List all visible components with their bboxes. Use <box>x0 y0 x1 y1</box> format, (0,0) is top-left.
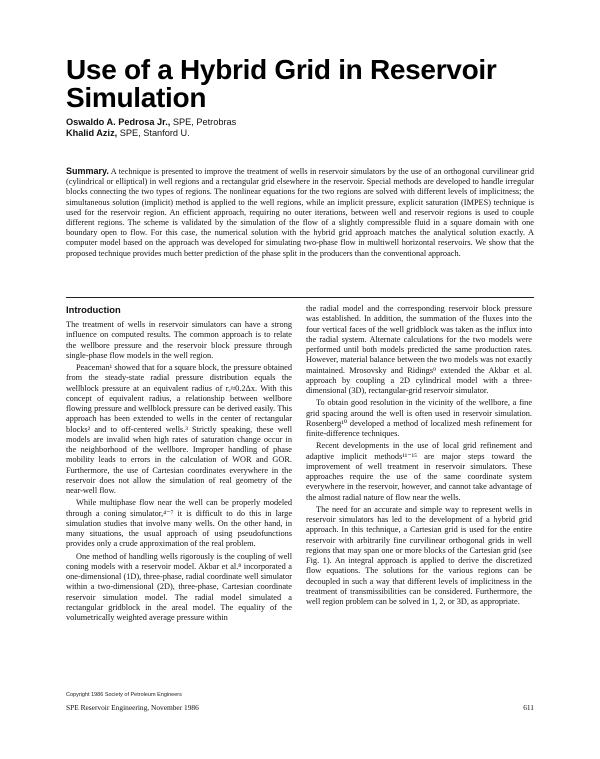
left-column <box>66 304 292 623</box>
body-paragraph: The treatment of wells in reservoir simulators can have a strong influence on computed results. The common approach is to relate the wellbore pressure and the reservoir block pressure through single-phase flow models in the well region. <box>66 320 292 360</box>
summary-text: A technique is presented to improve the treatment of wells in reservoir simulators by the use of an orthogonal curvilinear grid (cylindrical or elliptical) in well regions and a rectangular grid elsewhere in the reservoir. Special methods are developed to handle irregular blocks connecting the two types of regions. The nonlinear equations for the two regions are solved with different levels of implicitness; the simultaneous solution (implicit) method is applied to the well regions, while an implicit pressure, explicit saturation (IMPES) technique is used for the reservoir region. An efficient approach, requiring no outer iterations, between well and reservoir regions is used to couple different regions. The scheme is validated by the simulation of the flow of a slightly compressible fluid in a square domain with one boundary open to flow. For this case, the numerical solution with the hybrid grid approach matches the analytical solution exactly. A computer model based on the approach was developed for simulating two-phase flow in multiwell horizontal reservoirs. We show that the proposed technique provides much better prediction of the phase split in the producers than the conventional approach. <box>66 167 534 258</box>
author-name: Khalid Aziz, <box>66 128 118 138</box>
copyright-notice: Copyright 1986 Society of Petroleum Engineers <box>66 692 182 698</box>
summary-heading: Summary. <box>66 166 109 176</box>
author-block <box>66 117 486 139</box>
summary-abstract <box>66 166 534 259</box>
author-affiliation: SPE, Stanford U. <box>117 128 190 138</box>
body-paragraph: While multiphase flow near the well can be properly modeled through a coning simulator,⁴⁻⁷ it is difficult to do this in large simulation studies that involve many wells. On the other hand, in many situations, the usual approach of using pseudofunctions provides only a crude approximation of the real problem. <box>66 498 292 549</box>
author-affiliation: SPE, Petrobras <box>170 117 237 127</box>
introduction-heading: Introduction <box>66 304 121 315</box>
body-paragraph: To obtain good resolution in the vicinity of the wellbore, a fine grid spacing around the well is often used in reservoir simulation. Rosenberg¹⁰ developed a method of localized mesh refinement for finite-difference techniques. <box>306 398 532 438</box>
author-line <box>66 117 486 128</box>
paper-title: Use of a Hybrid Grid in Reservoir Simulation <box>66 54 497 113</box>
section-divider <box>66 297 534 298</box>
author-line <box>66 128 486 139</box>
right-column <box>306 304 532 607</box>
page-number: 611 <box>523 703 534 712</box>
body-paragraph: the radial model and the corresponding reservoir block pressure was established. In addition, the summation of the fluxes into the four vertical faces of the well gridblock was taken as the influx into the radial system. Alternate calculations for the two models were performed until both models predicted the same production rates. However, material balance between the two models was not exactly maintained. Mrosovsky and Ridings⁹ extended the Akbar et al. approach by coupling a 2D cylindrical model with a three-dimensional (3D), rectangular-grid reservoir simulator. <box>306 304 532 395</box>
body-paragraph: The need for an accurate and simple way to represent wells in reservoir simulators has led to the development of a hybrid grid approach. In this technique, a Cartesian grid is used for the entire reservoir with arbitrarily fine curvilinear orthogonal grids in well regions that may span one or more blocks of the Cartesian grid (see Fig. 1). An integral approach is applied to derive the discretized flow equations. The solutions for the various regions can be decoupled in such a way that different levels of implicitness in the treatment of transmissibilities can be considered. Furthermore, the well region problem can be solved in 1, 2, or 3D, as appropriate. <box>306 504 532 606</box>
author-name: Oswaldo A. Pedrosa Jr., <box>66 117 171 127</box>
body-paragraph: Peaceman¹ showed that for a square block, the pressure obtained from the steady-state radial pressure distribution equals the wellblock pressure at an equivalent radius of rₑ≈0.2Δx. With this concept of equivalent radius, a relationship between wellbore flowing pressure and wellblock pressure can be derived easily. This approach has been extended to wells in the center of rectangular blocks² and to off-centered wells.³ Strictly speaking, these well models are invalid when high rates of saturation change occur in the neighborhood of the wellbore. Improper handling of phase mobility leads to errors in the calculation of WOR and GOR. Furthermore, the use of Cartesian coordinates everywhere in the reservoir does not allow the simulation of real geometry of the near-well flow. <box>66 363 292 495</box>
body-paragraph: Recent developments in the use of local grid refinement and adaptive implicit methods¹¹⁻¹⁵ are major steps toward the improvement of well treatment in reservoir simulators. These approaches require the use of the same coordinate system everywhere in the reservoir, however, and cannot take advantage of the almost radial nature of flow near the wells. <box>306 441 532 502</box>
body-paragraph: One method of handling wells rigorously is the coupling of well coning models with a reservoir model. Akbar et al.⁸ incorporated a one-dimensional (1D), three-phase, radial coordinate well simulator within a two-dimensional (2D), three-phase, Cartesian coordinate reservoir simulation model. The radial model simulated a rectangular gridblock in the areal model. The equality of the volumetrically weighted average pressure within <box>66 551 292 622</box>
journal-citation: SPE Reservoir Engineering, November 1986 <box>66 703 199 712</box>
